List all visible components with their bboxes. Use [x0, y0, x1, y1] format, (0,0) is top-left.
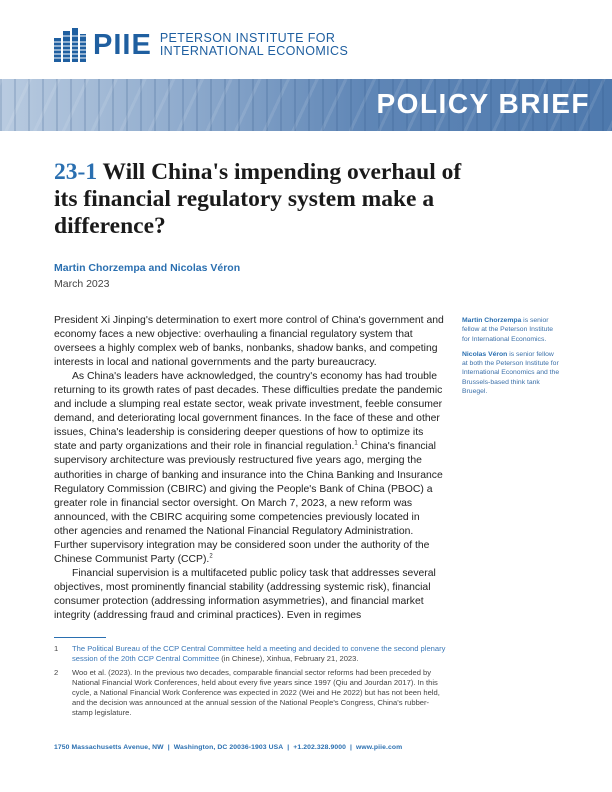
brief-number: 23-1	[54, 159, 98, 185]
footer-separator: |	[287, 744, 290, 751]
policy-brief-banner	[0, 79, 612, 131]
paragraph-2	[54, 370, 446, 567]
org-name-line2: INTERNATIONAL ECONOMICS	[159, 44, 349, 58]
paragraph-2-part-b: China's financial supervisory architecture was previously restructured five years ago, merging the authorities in charge of banking and insurance into the China Banking and Insurance Regulatory Commission (CBIRC) and giving the People's Bank of China (PBOC) a greater role in financial sector oversight. On March 7, 2023, a new reform was announced, with the CBIRC acquiring some competencies previously located in other agencies and renamed the National Financial Regulatory Administration. Further supervisory integration may be considered soon under the authority of the Chinese Communist Party (CCP).	[54, 441, 443, 565]
publication-date: March 2023	[54, 278, 110, 290]
footnote-1-rest: (in Chinese), Xinhua, February 21, 2023.	[219, 654, 359, 663]
article-body	[54, 314, 446, 623]
footnote-2-number: 2	[54, 668, 59, 677]
footnote-divider	[54, 637, 106, 638]
org-name-line1: PETERSON INSTITUTE FOR	[159, 31, 336, 45]
author-bio-2	[462, 350, 560, 396]
footer-separator: |	[349, 744, 352, 751]
author-bio-2-text: is senior fellow at both the Peterson Institute for International Economics and the Brussels-based think tank Bruegel.	[462, 350, 560, 396]
footer-separator: |	[167, 744, 170, 751]
footer-city: Washington, DC 20036-1903 USA	[173, 744, 284, 751]
footer-address: 1750 Massachusetts Avenue, NW	[54, 744, 164, 751]
org-name	[160, 32, 348, 58]
page-title	[54, 159, 474, 240]
banner-label: POLICY BRIEF	[376, 88, 590, 119]
footer-phone: +1.202.328.9000	[293, 744, 346, 751]
author-bio-1-name: Martin Chorzempa	[462, 317, 522, 324]
paragraph-1: President Xi Jinping's determination to exert more control of China's government and economy faces a new objective: overhauling a financial regulatory system that oversees a highly complex web of banks, nonbanks, shadow banks, and competing interests in local and national governments and the party bureaucracy.	[54, 315, 444, 369]
author-bio-2-name: Nicolas Véron	[462, 350, 508, 358]
title-text: Will China's impending overhaul of its financial regulatory system make a difference?	[54, 159, 462, 239]
footnotes	[54, 644, 448, 722]
paragraph-3: Financial supervision is a multifaceted public policy task that addresses several objectives, most prominently financial stability (addressing systemic risk), financial consumer protection (addressing information asymmetries), and financial market integrity (addressing fraud and criminal practices). Even in regimes	[54, 567, 436, 621]
footnote-ref-2[interactable]: 2	[209, 553, 213, 560]
footnote-1-text	[72, 644, 448, 664]
page-footer	[54, 744, 402, 751]
building-logo-icon	[54, 28, 86, 62]
byline-authors: Martin Chorzempa and Nicolas Véron	[54, 262, 241, 274]
footnote-1-number: 1	[54, 644, 59, 653]
footnote-1-link[interactable]: The Political Bureau of the CCP Central Committee held a meeting and decided to convene the second plenary session of the 20th CCP Central Committee	[72, 644, 446, 663]
footnote-ref-1[interactable]: 1	[354, 440, 358, 447]
author-bio-1	[462, 316, 560, 344]
author-bio-1-text: is senior fellow at the Peterson Institute for International Economics.	[462, 317, 554, 343]
logo-wordmark: PIIE	[93, 28, 152, 61]
footer-website-link[interactable]: www.piie.com	[356, 744, 403, 751]
piie-logo	[54, 28, 348, 62]
footnote-2	[54, 668, 448, 718]
paragraph-2-part-a: As China's leaders have acknowledged, the country's economy has had trouble returning to its growth rates of past decades. These difficulties predate the pandemic and include a slumping real estate sector, weak private investment, feeble consumer demand, and deteriorating local government finances. In the face of these and other issues, China's leadership is considering deeper questions of how to optimize its state and party organizations and their role in financial regulation.	[54, 371, 443, 453]
footnote-2-text: Woo et al. (2023). In the previous two decades, comparable financial sector reforms had been preceded by National Financial Work Conferences, held about every five years since 1997 (Qiu and Jourdan 2017). In this cycle, a National Financial Work Conference was expected in 2022 (Wei and He 2022) but has not been held, and the decision was announced at the annual session of the National People's Congress, China's rubber-stamp legislature.	[72, 668, 440, 717]
author-bios	[462, 316, 560, 402]
footnote-1	[54, 644, 448, 664]
